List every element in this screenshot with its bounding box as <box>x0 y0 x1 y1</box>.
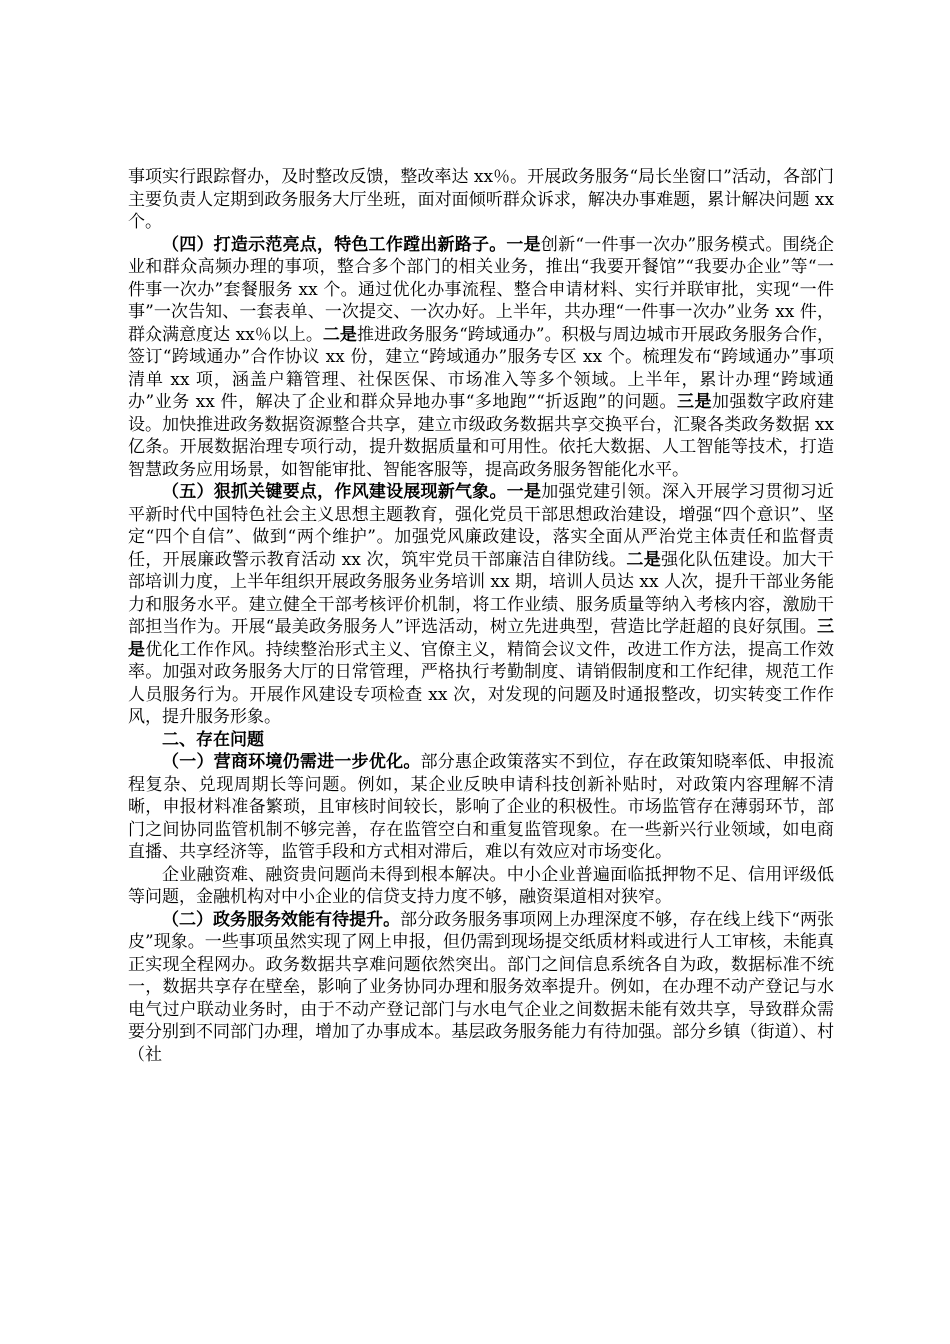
paragraph-heading: （四）打造示范亮点，特色工作蹚出新路子。 <box>162 234 507 255</box>
item-marker-2: 二是 <box>322 324 357 345</box>
paragraph-text: 事项实行跟踪督办，及时整改反馈，整改率达 xx％。开展政务服务“局长坐窗口”活动，各部门主要负责人定期到政务服务大厅坐班，面对面倾听群众诉求，解决办事难题，累计解决问题 xx 个。 <box>128 167 834 232</box>
item-text-2: 推进政务服务“跨域通办”。积极与周边城市开展政务服务合作，签订“跨域通办”合作协议 xx 份，建立“跨域通办”服务专区 xx 个。梳理发布“跨域通办”事项清单 xx 项，涵盖户籍管理、社保医保、市场准入等多个领域。上半年，累计办理“跨域通办”业务 xx 件，解决了企业和群众异地办事“多地跑”“折返跑”的问题。 <box>128 324 834 412</box>
paragraph-text: 部分惠企政策落实不到位，存在政策知晓率低、申报流程复杂、兑现周期长等问题。例如，某企业反映申请科技创新补贴时，对政策内容理解不清晰，申报材料准备繁琐，且审核时间较长，影响了企业的积极性。市场监管存在薄弱环节，部门之间协同监管机制不够完善，存在监管空白和重复监管现象。在一些新兴行业领域，如电商直播、共享经济等，监管手段和方式相对滞后，难以有效应对市场变化。 <box>128 752 835 862</box>
item-text-3: 优化工作作风。持续整治形式主义、官僚主义，精简会议文件，改进工作方法，提高工作效率。加强对政务服务大厅的日常管理，严格执行考勤制度、请销假制度和工作纪律，规范工作人员服务行为。开展作风建设专项检查 xx 次，对发现的问题及时通报整改，切实转变工作作风，提升服务形象。 <box>128 639 835 727</box>
document-page <box>128 166 834 1066</box>
item-marker-3: 三是 <box>677 392 713 412</box>
item-marker-1: 一是 <box>506 482 542 502</box>
paragraph-problem-2 <box>128 909 834 1067</box>
item-text-1: 加强党建引领。深入开展学习贯彻习近平新时代中国特色社会主义思想主题教育，强化党员干部思想政治建设，增强“四个意识”、坚定“四个自信”、做到“两个维护”。加强党风廉政建设，落实全面从严治党主体责任和监督责任，开展廉政警示教育活动 xx 次，筑牢党员干部廉洁自律防线。 <box>128 482 835 570</box>
item-text-3: 加强数字政府建设。加快推进政务数据资源整合共享，建立市级政务数据共享交换平台，汇聚各类政务数据 xx 亿条。开展数据治理专项行动，提升数据质量和可用性。依托大数据、人工智能等技术，打造智慧政务应用场景，如智能审批、智能客服等，提高政务服务智能化水平。 <box>128 392 835 480</box>
paragraph-heading: （二）政务服务效能有待提升。 <box>162 909 401 930</box>
paragraph-financing <box>128 864 834 909</box>
paragraph-heading: （五）狠抓关键要点，作风建设展现新气象。 <box>162 482 507 502</box>
paragraph-heading: （一）营商环境仍需进一步优化。 <box>162 752 421 772</box>
paragraph-problem-1 <box>128 751 834 864</box>
item-marker-2: 二是 <box>626 549 662 570</box>
item-marker-3: 三是 <box>128 617 834 660</box>
paragraph-section-5 <box>128 481 834 729</box>
paragraph-text: 部分政务服务事项网上办理深度不够，存在线上线下“两张皮”现象。一些事项虽然实现了网上申报，但仍需到现场提交纸质材料或进行人工审核，未能真正实现全程网办。政务数据共享难问题依然突出。部门之间信息系统各自为政，数据标准不统一，数据共享存在壁垒，影响了业务协同办理和服务效率提升。例如，在办理不动产登记与水电气过户联动业务时，由于不动产登记部门与水电气企业之间数据未能有效共享，导致群众需要分别到不同部门办理，增加了办事成本。基层政务服务能力有待加强。部分乡镇（街道）、村（社 <box>128 909 834 1065</box>
section-title: 二、存在问题 <box>162 729 264 750</box>
item-text-2: 强化队伍建设。加大干部培训力度，上半年组织开展政务服务业务培训 xx 期，培训人员达 xx 人次，提升干部业务能力和服务水平。建立健全干部考核评价机制，将工作业绩、服务质量等纳入考核内容，激励干部担当作为。开展“最美政务服务人”评选活动，树立先进典型，营造比学赶超的良好氛围。 <box>128 549 835 637</box>
paragraph-section-4 <box>128 234 834 482</box>
paragraph-continuation <box>128 166 834 234</box>
paragraph-text: 企业融资难、融资贵问题尚未得到根本解决。中小企业普遍面临抵押物不足、信用评级低等问题，金融机构对中小企业的信贷支持力度不够，融资渠道相对狭窄。 <box>128 864 834 907</box>
item-marker-1: 一是 <box>506 234 541 255</box>
item-text-1: 创新“一件事一次办”服务模式。围绕企业和群众高频办理的事项，整合多个部门的相关业务，推出“我要开餐馆”“我要办企业”等“一件事一次办”套餐服务 xx 个。通过优化办事流程、整合申请材料、实行并联审批，实现“一件事”一次告知、一套表单、一次提交、一次办好。上半年，共办理“一件事一次办”业务 xx 件，群众满意度达 xx％以上。 <box>128 234 835 345</box>
